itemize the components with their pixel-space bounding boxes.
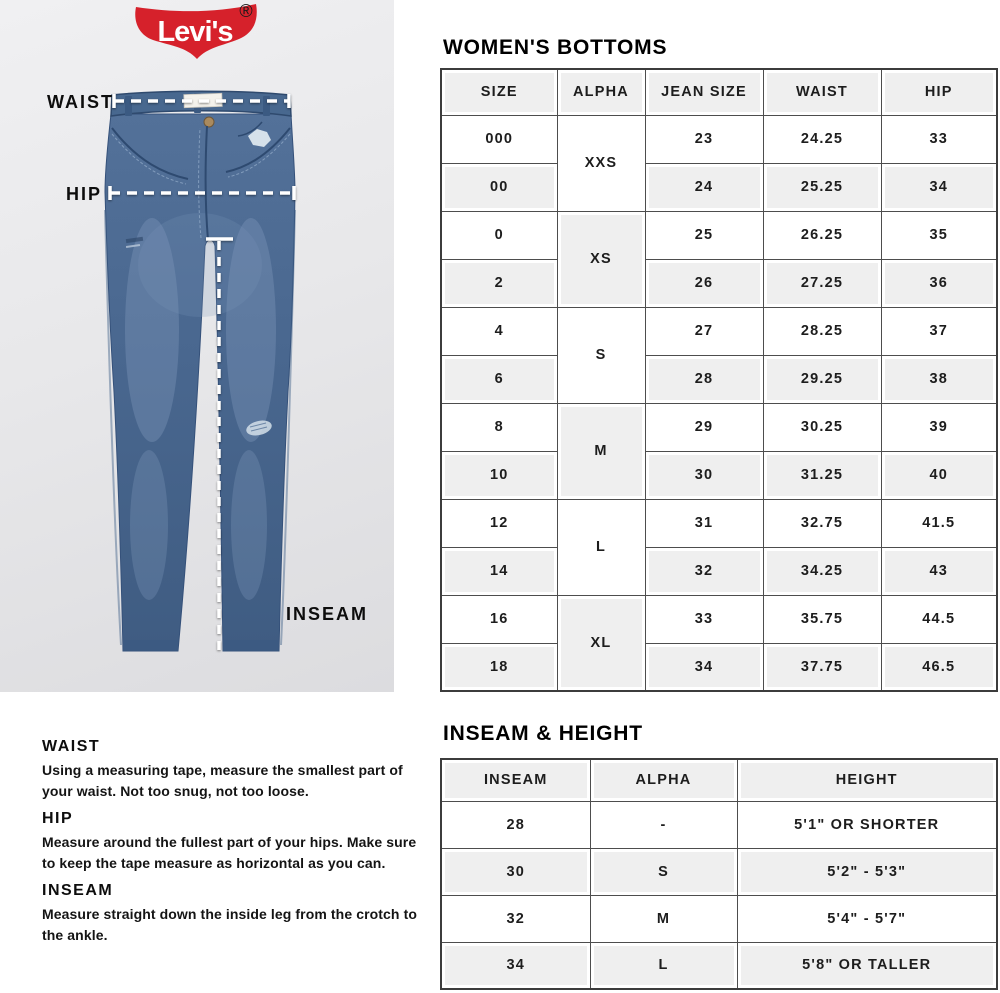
waist-cell: 28.25 [763, 307, 881, 355]
waist-cell: 27.25 [763, 259, 881, 307]
inseam-cell: 28 [441, 801, 590, 848]
alpha-cell: L [590, 942, 737, 989]
waist-guide-body: Using a measuring tape, measure the smallest part of your waist. Not too snug, not too loose. [42, 762, 403, 799]
table-row [441, 643, 997, 691]
col-header-alpha: ALPHA [557, 69, 645, 115]
size-cell: 14 [441, 547, 557, 595]
waist-cell: 29.25 [763, 355, 881, 403]
hip-cell: 46.5 [881, 643, 997, 691]
levis-wordmark: Levi's [157, 16, 233, 48]
alpha-cell: XL [557, 595, 645, 691]
size-cell: 10 [441, 451, 557, 499]
registered-trademark-icon: ® [239, 1, 253, 21]
alpha-cell: S [557, 307, 645, 403]
col-header-jean: JEAN SIZE [645, 69, 763, 115]
hip-cell: 33 [881, 115, 997, 163]
jean-size-cell: 34 [645, 643, 763, 691]
alpha-cell: XXS [557, 115, 645, 211]
table-row [441, 115, 997, 163]
hip-cell: 35 [881, 211, 997, 259]
inseam-table-title: INSEAM & HEIGHT [443, 722, 643, 745]
col-header-alpha: ALPHA [590, 759, 737, 801]
table-row [441, 801, 997, 848]
alpha-cell: XS [557, 211, 645, 307]
size-cell: 8 [441, 403, 557, 451]
size-cell: 12 [441, 499, 557, 547]
waist-cell: 26.25 [763, 211, 881, 259]
jean-size-cell: 32 [645, 547, 763, 595]
waist-cell: 35.75 [763, 595, 881, 643]
table-row [441, 499, 997, 547]
waist-cell: 25.25 [763, 163, 881, 211]
inseam-cell: 32 [441, 895, 590, 942]
jean-size-cell: 26 [645, 259, 763, 307]
jean-size-cell: 29 [645, 403, 763, 451]
table-header-row [441, 759, 997, 801]
bottoms-table-title: WOMEN'S BOTTOMS [443, 36, 668, 59]
table-row [441, 355, 997, 403]
hip-diagram-label: HIP [66, 184, 103, 204]
hip-cell: 43 [881, 547, 997, 595]
hip-cell: 41.5 [881, 499, 997, 547]
jeans-photo-panel [0, 0, 394, 692]
height-cell: 5'4" - 5'7" [737, 895, 997, 942]
alpha-cell: L [557, 499, 645, 595]
jean-size-cell: 27 [645, 307, 763, 355]
col-header-size: SIZE [441, 69, 557, 115]
table-row [441, 895, 997, 942]
table-row [441, 403, 997, 451]
alpha-cell: M [590, 895, 737, 942]
jean-size-cell: 24 [645, 163, 763, 211]
hip-cell: 40 [881, 451, 997, 499]
womens-bottoms-table [440, 68, 998, 692]
height-cell: 5'1" OR SHORTER [737, 801, 997, 848]
table-row [441, 211, 997, 259]
waist-diagram-label: WAIST [47, 92, 114, 112]
hip-cell: 38 [881, 355, 997, 403]
size-cell: 6 [441, 355, 557, 403]
inseam-diagram-label: INSEAM [286, 604, 369, 624]
size-cell: 0 [441, 211, 557, 259]
hip-cell: 36 [881, 259, 997, 307]
table-row [441, 259, 997, 307]
jeans-hems [123, 640, 279, 651]
height-cell: 5'2" - 5'3" [737, 848, 997, 895]
hip-guide-heading: HIP [42, 810, 74, 827]
height-cell: 5'8" OR TALLER [737, 942, 997, 989]
jean-size-cell: 25 [645, 211, 763, 259]
inseam-cell: 34 [441, 942, 590, 989]
jeans-button [204, 117, 214, 127]
table-row [441, 848, 997, 895]
alpha-cell: S [590, 848, 737, 895]
jean-size-cell: 28 [645, 355, 763, 403]
table-row [441, 307, 997, 355]
waist-cell: 32.75 [763, 499, 881, 547]
inseam-cell: 30 [441, 848, 590, 895]
col-header-height: HEIGHT [737, 759, 997, 801]
inseam-height-table [440, 758, 998, 990]
alpha-cell: - [590, 801, 737, 848]
jean-size-cell: 33 [645, 595, 763, 643]
hip-guide-body: Measure around the fullest part of your hips. Make sure to keep the tape measure as horizontal as you can. [42, 834, 417, 871]
table-header-row [441, 69, 997, 115]
waist-cell: 34.25 [763, 547, 881, 595]
hip-cell: 44.5 [881, 595, 997, 643]
col-header-hip: HIP [881, 69, 997, 115]
waist-cell: 31.25 [763, 451, 881, 499]
jean-size-cell: 30 [645, 451, 763, 499]
inseam-guide-heading: INSEAM [42, 882, 114, 899]
table-row [441, 942, 997, 989]
waist-cell: 30.25 [763, 403, 881, 451]
table-row [441, 547, 997, 595]
table-row [441, 595, 997, 643]
jean-size-cell: 31 [645, 499, 763, 547]
size-cell: 2 [441, 259, 557, 307]
size-cell: 00 [441, 163, 557, 211]
table-row [441, 451, 997, 499]
denim-wash [125, 213, 276, 600]
waist-guide-heading: WAIST [42, 738, 101, 755]
size-cell: 16 [441, 595, 557, 643]
waist-cell: 37.75 [763, 643, 881, 691]
size-cell: 18 [441, 643, 557, 691]
hip-cell: 37 [881, 307, 997, 355]
hip-cell: 34 [881, 163, 997, 211]
alpha-cell: M [557, 403, 645, 499]
inseam-guide-body: Measure straight down the inside leg from the crotch to the ankle. [42, 906, 417, 943]
table-row [441, 163, 997, 211]
col-header-waist: WAIST [763, 69, 881, 115]
size-cell: 000 [441, 115, 557, 163]
hip-cell: 39 [881, 403, 997, 451]
col-header-inseam: INSEAM [441, 759, 590, 801]
size-cell: 4 [441, 307, 557, 355]
jean-size-cell: 23 [645, 115, 763, 163]
waist-cell: 24.25 [763, 115, 881, 163]
